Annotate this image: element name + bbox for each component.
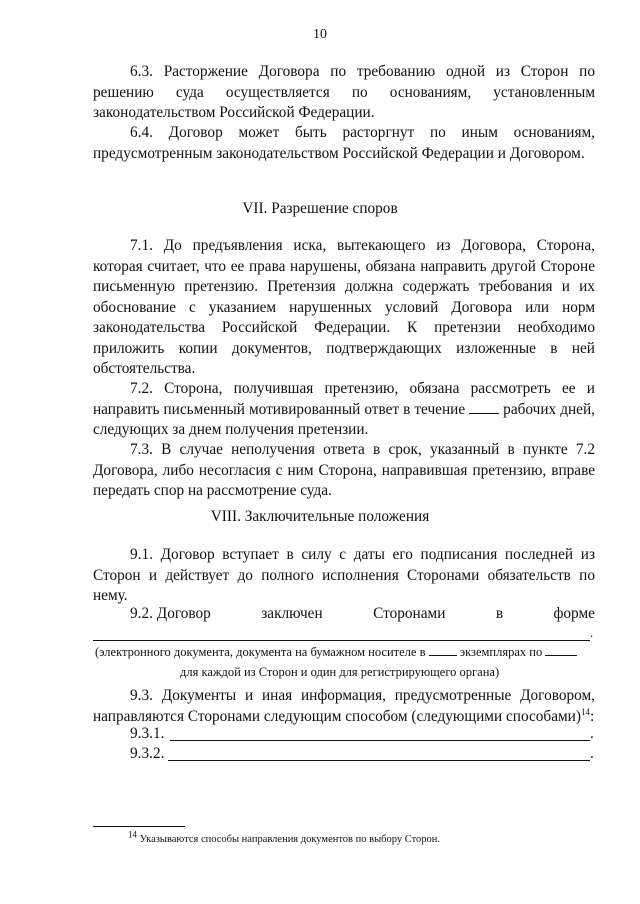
clause-9-1: 9.1. Договор вступает в силу с даты его подписания последней из Сторон и действует до полного исполнения Сторонами обязательств по нему.: [93, 546, 595, 604]
clause-7-2-text-b: рабочих дней, следующих за днем получения претензии.: [93, 400, 595, 438]
clause-9-2: [130, 605, 595, 623]
form-hint-line-2: для каждой из Сторон и один для регистрирующего органа): [180, 665, 500, 679]
item-9-3-1-dot: .: [590, 725, 594, 742]
clause-6-4: 6.4. Договор может быть расторгнут по иным основаниям, предусмотренным законодательством Российской Федерации и Договором.: [93, 124, 595, 162]
item-9-3-1-line: [170, 740, 590, 741]
clause-9-2-word-5: форме: [553, 605, 595, 622]
page-number: 10: [313, 27, 327, 42]
clause-9-3-text: 9.3. Документы и иная информация, предусмотренные Договором, направляются Сторонами следующим способом (следующими способами): [93, 687, 595, 725]
item-9-3-2-label: 9.3.2.: [130, 745, 165, 762]
clause-9-2-word-1: 9.2. Договор: [130, 605, 211, 622]
item-9-3-2-dot: .: [590, 745, 594, 762]
form-hint-line-1: [95, 644, 577, 661]
form-blank-dot: .: [590, 626, 594, 640]
footnote-text: Указываются способы направления документов по выбору Сторон.: [139, 834, 441, 845]
clause-9-3-colon: :: [589, 707, 595, 725]
footnote-number: 14: [128, 829, 137, 840]
clause-9-2-word-3: Сторонами: [373, 605, 446, 622]
clause-9-2-word-4: в: [495, 605, 504, 622]
footnote-14: [128, 829, 441, 845]
per-party-blank: [545, 645, 577, 656]
item-9-3-2-line: [168, 760, 590, 761]
clause-9-2-word-2: заключен: [261, 605, 323, 622]
form-hint-text-b: экземплярах по: [459, 645, 543, 659]
form-blank-line: [93, 640, 590, 641]
form-hint-text-a: (электронного документа, документа на бумажном носителе в: [95, 645, 426, 659]
copies-blank: [429, 645, 457, 656]
clause-7-2: [93, 379, 595, 441]
footnote-ref-14: 14: [580, 706, 590, 717]
section-8-title: VIII. Заключительные положения: [210, 508, 430, 525]
clause-9-3: [93, 686, 595, 727]
item-9-3-1-label: 9.3.1.: [130, 725, 165, 742]
section-7-title: VII. Разрешение споров: [242, 200, 398, 217]
clause-7-1: 7.1. До предъявления иска, вытекающего из Договора, Сторона, которая считает, что ее права нарушены, обязана направить другой Стороне письменную претензию. Претензия должна содержать требования и их обоснование с указанием нарушенных условий Договора или норм законодательства Российской Федерации. К претензии необходимо приложить копии документов, подтверждающих изложенные в ней обстоятельства.: [93, 237, 595, 377]
clause-7-3: 7.3. В случае неполучения ответа в срок, указанный в пункте 7.2 Договора, либо несогласия с ним Сторона, направившая претензию, вправе передать спор на рассмотрение суда.: [93, 441, 595, 499]
footnote-separator: [93, 826, 185, 827]
clause-7-2-text-a: 7.2. Сторона, получившая претензию, обязана рассмотреть ее и направить письменный мотивированный ответ в течение: [93, 380, 595, 418]
days-blank: [469, 401, 499, 414]
clause-6-3: 6.3. Расторжение Договора по требованию одной из Сторон по решению суда осуществляется по основаниям, установленным законодательством Российской Федерации.: [93, 63, 595, 121]
